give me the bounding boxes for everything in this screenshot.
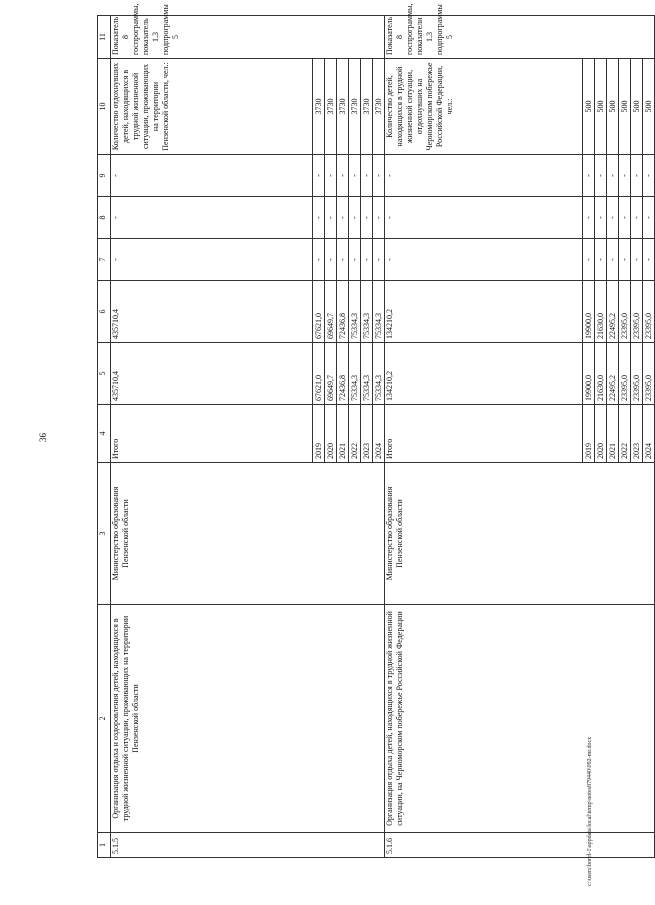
year-col9: - xyxy=(643,155,655,197)
year-col9: - xyxy=(361,155,373,197)
year-col7: - xyxy=(325,239,337,281)
year-col8: - xyxy=(595,197,607,239)
year-col10: 3730 xyxy=(337,59,349,155)
total-label: Итого xyxy=(111,405,313,463)
program-reference: Показатель 8 госпрограммы, показатели 1.3 подпрограммы 5 xyxy=(385,16,655,59)
year-col5: 23395,0 xyxy=(631,343,643,405)
total-label: Итого xyxy=(385,405,583,463)
year-col8: - xyxy=(361,197,373,239)
year-col7: - xyxy=(313,239,325,281)
header-cell: 7 xyxy=(98,239,111,281)
header-cell: 5 xyxy=(98,343,111,405)
year-col7: - xyxy=(583,239,595,281)
header-cell: 6 xyxy=(98,281,111,343)
year-col7: - xyxy=(349,239,361,281)
year-cell: 2019 xyxy=(583,405,595,463)
year-col7: - xyxy=(643,239,655,281)
year-cell: 2022 xyxy=(619,405,631,463)
year-col8: - xyxy=(373,197,385,239)
activity-total-row xyxy=(385,16,583,858)
year-col8: - xyxy=(607,197,619,239)
year-col10: 500 xyxy=(607,59,619,155)
year-col8: - xyxy=(631,197,643,239)
year-col10: 500 xyxy=(643,59,655,155)
year-cell: 2022 xyxy=(349,405,361,463)
total-col9: - xyxy=(111,155,313,197)
year-col5: 23395,0 xyxy=(643,343,655,405)
program-reference: Показатель 8 госпрограммы, показатель 1.3 подпрограммы 5 xyxy=(111,16,385,59)
year-col6: 22495,2 xyxy=(607,281,619,343)
year-col5: 19900,0 xyxy=(583,343,595,405)
year-col6: 69649,7 xyxy=(325,281,337,343)
year-cell: 2021 xyxy=(337,405,349,463)
total-col8: - xyxy=(111,197,313,239)
year-col5: 21630,0 xyxy=(595,343,607,405)
year-col9: - xyxy=(325,155,337,197)
year-col6: 75334,3 xyxy=(373,281,385,343)
total-col9: - xyxy=(385,155,583,197)
year-col5: 69649,7 xyxy=(325,343,337,405)
header-cell: 9 xyxy=(98,155,111,197)
total-col8: - xyxy=(385,197,583,239)
header-cell: 3 xyxy=(98,463,111,605)
header-cell: 10 xyxy=(98,59,111,155)
year-col8: - xyxy=(325,197,337,239)
year-col9: - xyxy=(607,155,619,197)
year-col9: - xyxy=(313,155,325,197)
year-col8: - xyxy=(337,197,349,239)
year-cell: 2023 xyxy=(631,405,643,463)
year-col6: 67621,0 xyxy=(313,281,325,343)
year-cell: 2020 xyxy=(325,405,337,463)
year-col6: 21630,0 xyxy=(595,281,607,343)
year-col8: - xyxy=(349,197,361,239)
header-cell: 8 xyxy=(98,197,111,239)
total-col5: 134210,2 xyxy=(385,343,583,405)
year-col7: - xyxy=(373,239,385,281)
year-col5: 75334,3 xyxy=(373,343,385,405)
activity-number: 5.1.5 xyxy=(111,833,385,858)
year-col6: 75334,3 xyxy=(349,281,361,343)
program-activities-table xyxy=(97,3,655,858)
year-col6: 19900,0 xyxy=(583,281,595,343)
year-col5: 75334,3 xyxy=(361,343,373,405)
header-cell: 1 xyxy=(98,833,111,858)
activity-total-row xyxy=(111,16,313,858)
year-col6: 23395,0 xyxy=(631,281,643,343)
year-col9: - xyxy=(337,155,349,197)
year-col10: 3730 xyxy=(325,59,337,155)
footer-file-path: c:\users\borel-1\appdata\local\temp\notes879440\092-mr.docx xyxy=(587,736,593,886)
page-number: 36 xyxy=(38,433,48,442)
year-col5: 23395,0 xyxy=(619,343,631,405)
header-cell: 2 xyxy=(98,605,111,833)
year-col7: - xyxy=(619,239,631,281)
indicator-text: Количество детей, находящихся в трудной жизненной ситуации, отдохнувших на Черноморском побережье Российской Федерации, чел.: xyxy=(385,59,583,155)
activity-number: 5.1.6 xyxy=(385,833,655,858)
year-col9: - xyxy=(373,155,385,197)
year-col10: 500 xyxy=(631,59,643,155)
year-col10: 3730 xyxy=(349,59,361,155)
year-cell: 2020 xyxy=(595,405,607,463)
year-col7: - xyxy=(631,239,643,281)
activity-name: Организация отдыха и оздоровления детей, находящихся в трудной жизненной ситуации, проживающих на территории Пензенской области xyxy=(111,605,385,833)
year-col10: 500 xyxy=(595,59,607,155)
year-col5: 67621,0 xyxy=(313,343,325,405)
year-col6: 72436,8 xyxy=(337,281,349,343)
year-col5: 72436,8 xyxy=(337,343,349,405)
rotated-page-content xyxy=(97,3,653,858)
year-col9: - xyxy=(349,155,361,197)
year-col9: - xyxy=(583,155,595,197)
total-col6: 435710,4 xyxy=(111,281,313,343)
indicator-text: Количество отдохнувших детей, находящихся в трудной жизненной ситуации, проживающих на территории Пензенской области, чел.: xyxy=(111,59,313,155)
year-col8: - xyxy=(583,197,595,239)
year-col7: - xyxy=(337,239,349,281)
year-col9: - xyxy=(631,155,643,197)
year-col10: 3730 xyxy=(373,59,385,155)
year-col10: 500 xyxy=(619,59,631,155)
year-col8: - xyxy=(643,197,655,239)
year-cell: 2024 xyxy=(643,405,655,463)
year-col7: - xyxy=(595,239,607,281)
year-col10: 3730 xyxy=(313,59,325,155)
header-row xyxy=(98,16,111,858)
year-cell: 2024 xyxy=(373,405,385,463)
year-col9: - xyxy=(595,155,607,197)
total-col7: - xyxy=(111,239,313,281)
header-cell: 4 xyxy=(98,405,111,463)
activity-executor: Министерство образования Пензенской области xyxy=(385,463,655,605)
year-col6: 23395,0 xyxy=(619,281,631,343)
total-col6: 134210,2 xyxy=(385,281,583,343)
year-col5: 75334,3 xyxy=(349,343,361,405)
year-col8: - xyxy=(619,197,631,239)
year-col7: - xyxy=(607,239,619,281)
year-col7: - xyxy=(361,239,373,281)
activity-executor: Министерство образования Пензенской области xyxy=(111,463,385,605)
header-cell: 11 xyxy=(98,16,111,59)
year-cell: 2019 xyxy=(313,405,325,463)
year-col9: - xyxy=(619,155,631,197)
year-col8: - xyxy=(313,197,325,239)
year-col5: 22495,2 xyxy=(607,343,619,405)
year-cell: 2021 xyxy=(607,405,619,463)
year-col6: 23395,0 xyxy=(643,281,655,343)
year-col10: 500 xyxy=(583,59,595,155)
activity-name: Организация отдыха детей, находящихся в трудной жизненной ситуации, на Черноморском побережье Российской Федерации xyxy=(385,605,655,833)
year-col10: 3730 xyxy=(361,59,373,155)
year-cell: 2023 xyxy=(361,405,373,463)
year-col6: 75334,3 xyxy=(361,281,373,343)
total-col7: - xyxy=(385,239,583,281)
total-col5: 435710,4 xyxy=(111,343,313,405)
